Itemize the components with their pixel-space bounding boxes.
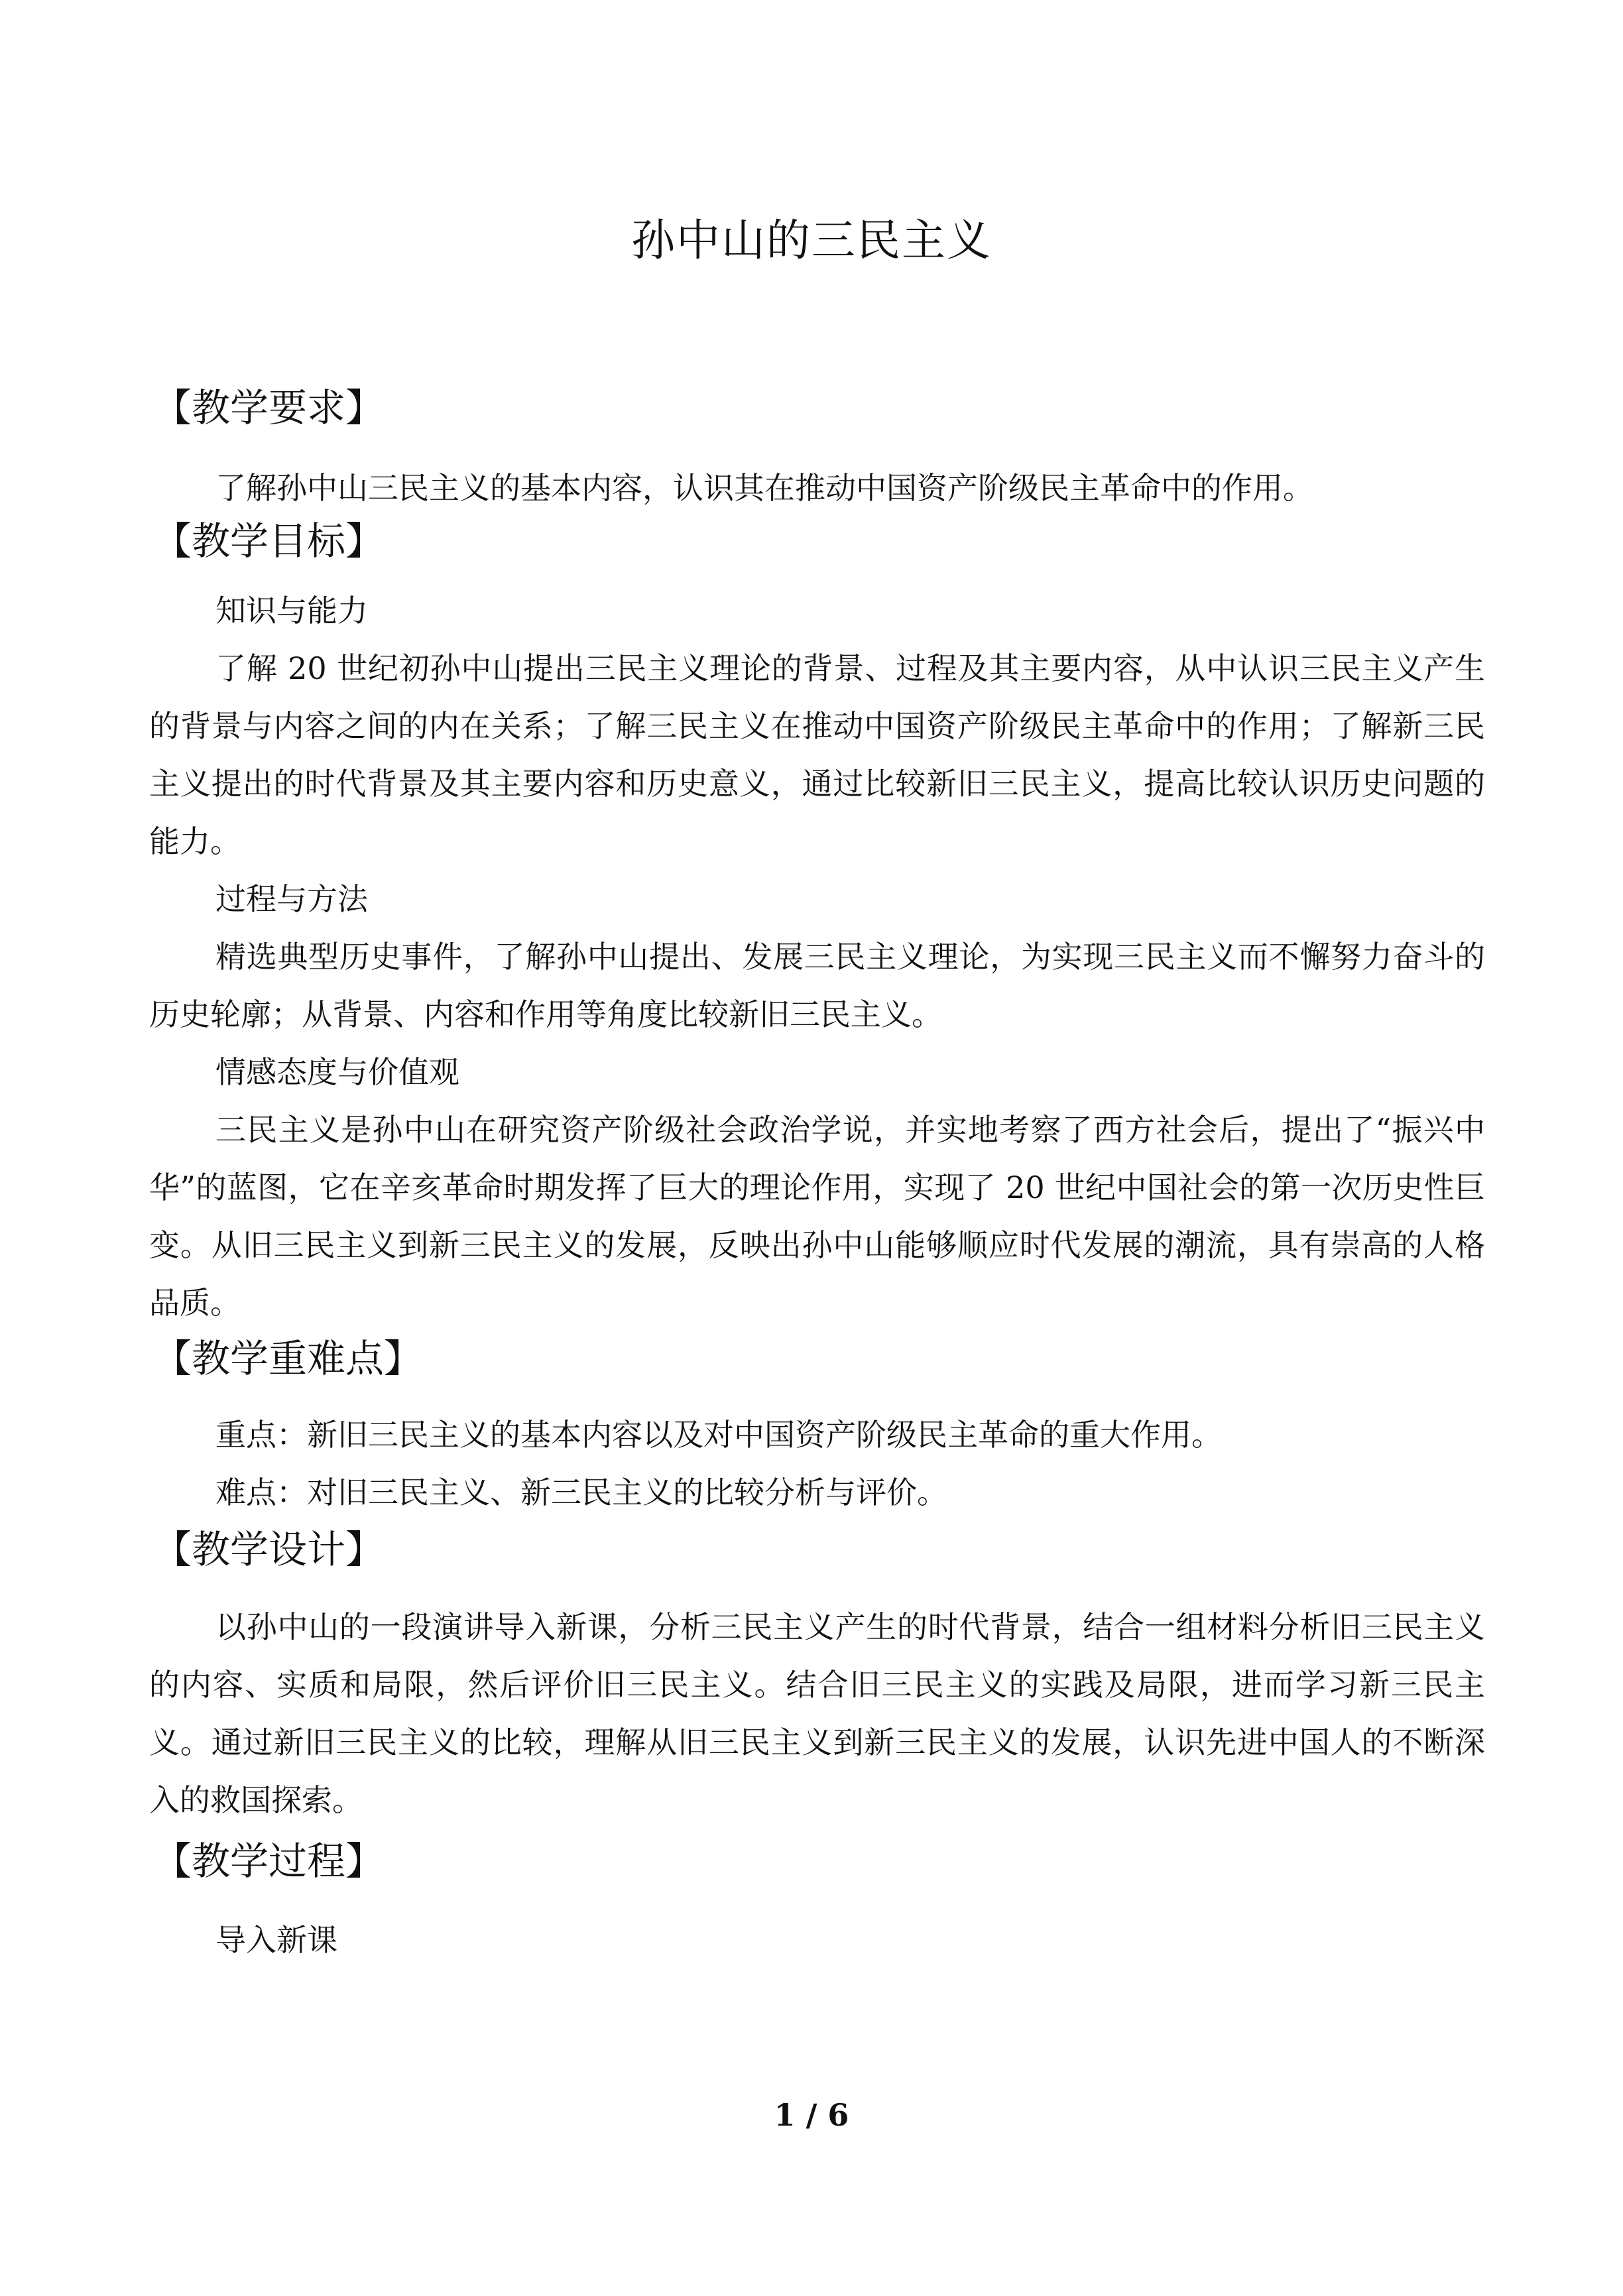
knowledge-ability-paragraph: 了解 20 世纪初孙中山提出三民主义理论的背景、过程及其主要内容，从中认识三民主义产生的背景与内容之间的内在关系；了解三民主义在推动中国资产阶级民主革命中的作用；了解新三民主义提出的时代背景及其主要内容和历史意义，通过比较新旧三民主义，提高比较认识历史问题的能力。 xyxy=(149,650,1485,859)
subheading-knowledge-ability: 知识与能力 xyxy=(215,593,368,629)
subheading-emotion-values: 情感态度与价值观 xyxy=(215,1054,459,1090)
key-point-paragraph: 重点：新旧三民主义的基本内容以及对中国资产阶级民主革命的重大作用。 xyxy=(215,1417,1222,1453)
subheading-introduction: 导入新课 xyxy=(215,1922,337,1958)
section-heading-design: 【教学设计】 xyxy=(153,1527,385,1572)
process-method-paragraph: 精选典型历史事件，了解孙中山提出、发展三民主义理论，为实现三民主义而不懈努力奋斗的历史轮廓；从背景、内容和作用等角度比较新旧三民主义。 xyxy=(149,939,1485,1032)
document-body xyxy=(149,381,1485,1969)
section-heading-process: 【教学过程】 xyxy=(153,1839,385,1884)
section-heading-key-points: 【教学重难点】 xyxy=(153,1336,423,1381)
document-title: 孙中山的三民主义 xyxy=(631,215,992,266)
design-paragraph: 以孙中山的一段演讲导入新课，分析三民主义产生的时代背景，结合一组材料分析旧三民主义的内容、实质和局限，然后评价旧三民主义。结合旧三民主义的实践及局限，进而学习新三民主义。通过新旧三民主义的比较，理解从旧三民主义到新三民主义的发展，认识先进中国人的不断深入的救国探索。 xyxy=(149,1609,1485,1818)
difficult-point-paragraph: 难点：对旧三民主义、新三民主义的比较分析与评价。 xyxy=(215,1475,947,1510)
section-heading-objectives: 【教学目标】 xyxy=(153,518,385,564)
page-number: 1 / 6 xyxy=(774,2097,849,2133)
requirements-paragraph: 了解孙中山三民主义的基本内容，认识其在推动中国资产阶级民主革命中的作用。 xyxy=(215,470,1313,506)
emotion-values-paragraph: 三民主义是孙中山在研究资产阶级社会政治学说，并实地考察了西方社会后，提出了“振兴中华”的蓝图，它在辛亥革命时期发挥了巨大的理论作用，实现了 20 世纪中国社会的第一次历史性巨变。从旧三民主义到新三民主义的发展，反映出孙中山能够顺应时代发展的潮流，具有崇高的人格品质。 xyxy=(149,1112,1485,1321)
section-heading-requirements: 【教学要求】 xyxy=(153,385,385,430)
subheading-process-method: 过程与方法 xyxy=(215,881,368,917)
